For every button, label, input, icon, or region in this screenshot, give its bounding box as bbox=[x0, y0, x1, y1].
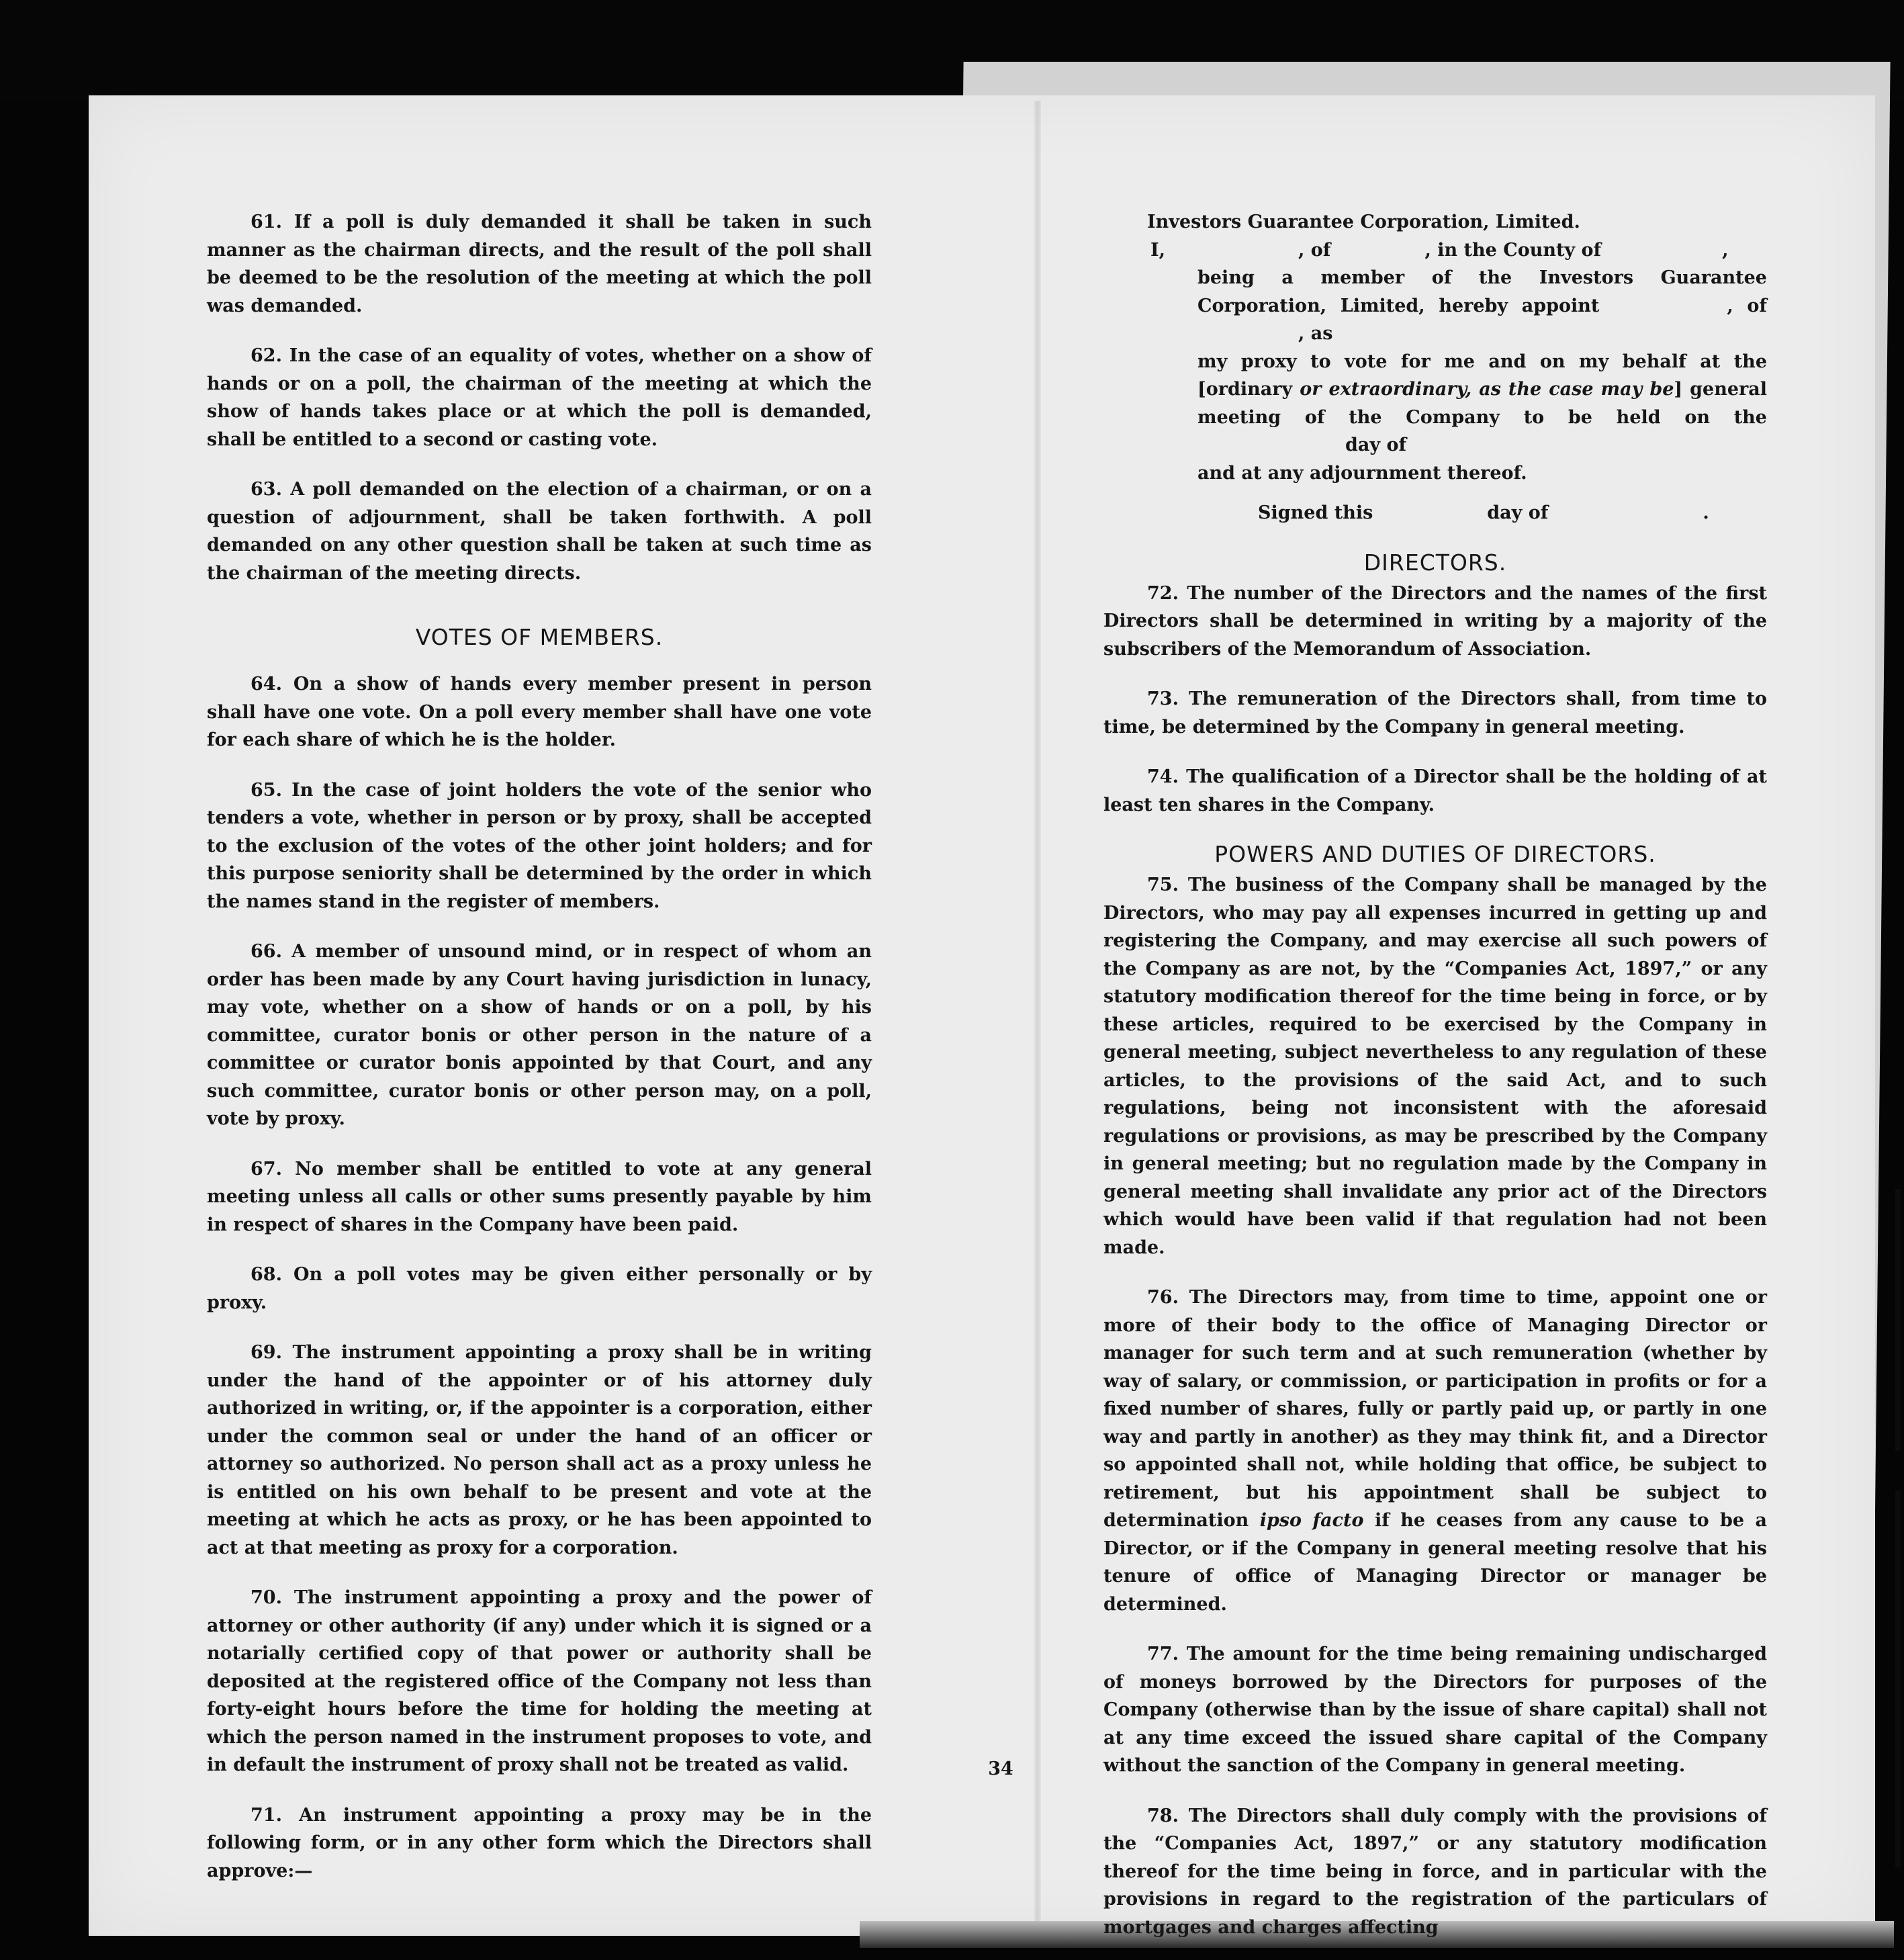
form-text: , in the County of bbox=[1424, 239, 1602, 261]
article-76-text: if he ceases from any cause to be a Director, or if the Company in general meeting resolve that his tenure of office of Managing Director or manager be determined. bbox=[1103, 1510, 1767, 1615]
proxy-form-title: Investors Guarantee Corporation, Limited. bbox=[1147, 212, 1580, 232]
book-gutter bbox=[1034, 101, 1041, 1928]
scan-edge-mark bbox=[1895, 1189, 1901, 1451]
article-66: 66. A member of unsound mind, or in respect of whom an order has been made by any Court having jurisdiction in lunacy, may vote, whether on a show of hands or on a poll, by his committee, curator bonis or other person in the nature of a committee or curator bonis appointed by that Court, and any such committee, curator bonis or other person may, on a poll, vote by proxy. bbox=[207, 941, 872, 1129]
proxy-form-line-1 bbox=[1197, 236, 1767, 265]
form-text-italic: as the case may be bbox=[1479, 379, 1674, 400]
article-64: 64. On a show of hands every member present in person shall have one vote. On a poll every member shall have one vote for each share of which he is the holder. bbox=[207, 674, 872, 750]
article-69: 69. The instrument appointing a proxy shall be in writing under the hand of the appointer or of his attorney duly authorized in writing, or, if the appointer is a corporation, either under the common seal or under the hand of an officer or attorney so authorized. No person shall act as a proxy unless he is entitled on his own behalf to be present and vote at the meeting at which he acts as proxy, or he has been appointed to act at that meeting as proxy for a corporation. bbox=[207, 1342, 872, 1558]
article-74: 74. The qualification of a Director shall be the holding of at least ten shares in the Company. bbox=[1103, 766, 1767, 815]
form-text: , as bbox=[1298, 323, 1333, 344]
proxy-form bbox=[1150, 236, 1767, 527]
form-text: ] general meeting of the Company to be held on the bbox=[1197, 379, 1768, 428]
proxy-form-line-3 bbox=[1197, 348, 1767, 459]
article-78: 78. The Directors shall duly comply with the provisions of the “Companies Act, 1897,” or any statutory modification thereof for the time being in force, and in particular with the provisions in regard to the registration of the particulars of mortgages and charges affecting bbox=[1103, 1805, 1767, 1938]
article-68: 68. On a poll votes may be given either personally or by proxy. bbox=[207, 1264, 872, 1313]
article-67: 67. No member shall be entitled to vote at any general meeting unless all calls or other sums presently payable by him in respect of shares in the Company have been paid. bbox=[207, 1158, 872, 1235]
article-61: 61. If a poll is duly demanded it shall be taken in such manner as the chairman directs, and the result of the poll shall be deemed to be the resolution of the meeting at which the poll was demanded. bbox=[207, 212, 872, 316]
article-75: 75. The business of the Company shall be managed by the Directors, who may pay all expenses incurred in getting up and registering the Company, and may exercise all such powers of the Company as are not, by the “Companies Act, 1897,” or any statutory modification thereof for the time being in force, or by these articles, required to be exercised by the Company in general meeting, subject nevertheless to any regulation of these articles, to the provisions of the said Act, and to such regulations, being not inconsistent with the aforesaid regulations or provisions, as may be prescribed by the Company in general meeting; but no regulation made by the Company in general meeting shall invalidate any prior act of the Directors which would have been valid if that regulation had not been made. bbox=[1103, 875, 1767, 1258]
form-text: day of bbox=[1345, 435, 1407, 455]
scan-edge-mark bbox=[1895, 1491, 1901, 1867]
proxy-form-line-2 bbox=[1197, 264, 1767, 348]
form-text: , bbox=[1722, 239, 1729, 261]
proxy-form-signed bbox=[1258, 499, 1767, 527]
section-heading-directors: DIRECTORS. bbox=[1363, 549, 1507, 576]
form-text: , of bbox=[1727, 295, 1767, 316]
article-76-text: 76. The Directors may, from time to time, appoint one or more of their body to the office of Managing Director or manager for such term and at such remuneration (whether by way of salary, or commission, or participation in profits or for a fixed number of shares, fully or partly paid up, or partly in one way and partly in another) as they may think fit, and a Director so appointed shall not, while holding that office, be subject to retirement, but his appointment shall be subject to determination bbox=[1103, 1287, 1767, 1531]
article-76-italic: ipso facto bbox=[1259, 1510, 1364, 1531]
proxy-form-i: I, bbox=[1150, 239, 1166, 261]
section-heading-powers-and-duties: POWERS AND DUTIES OF DIRECTORS. bbox=[1214, 841, 1656, 867]
article-73: 73. The remuneration of the Directors shall, from time to time, be determined by the Company in general meeting. bbox=[1103, 688, 1767, 738]
left-column bbox=[207, 208, 872, 1885]
article-65: 65. In the case of joint holders the vote of the senior who tenders a vote, whether in person or by proxy, shall be accepted to the exclusion of the votes of the other joint holders; and for this purpose seniority shall be determined by the order in which the names stand in the register of members. bbox=[207, 779, 872, 912]
article-62: 62. In the case of an equality of votes, whether on a show of hands or on a poll, the chairman of the meeting at which the show of hands takes place or at which the poll is demanded, shall be entitled to a second or casting vote. bbox=[207, 345, 872, 450]
article-77: 77. The amount for the time being remaining undischarged of moneys borrowed by the Directors for purposes of the Company (otherwise than by the issue of share capital) shall not at any time exceed the issued share capital of the Company without the sanction of the Company in general meeting. bbox=[1103, 1644, 1767, 1776]
article-72: 72. The number of the Directors and the names of the first Directors shall be determined in writing by a majority of the subscribers of the Memorandum of Association. bbox=[1103, 582, 1767, 660]
form-text: day of bbox=[1487, 502, 1549, 523]
right-column bbox=[1103, 208, 1767, 1941]
article-70: 70. The instrument appointing a proxy and the power of attorney or other authority (if any) under which it is signed or a notarially certified copy of that power or authority shall be deposited at the registered office of the Company not less than forty-eight hours before the time for holding the meeting at which the person named in the instrument proposes to vote, and in default the instrument of proxy shall not be treated as valid. bbox=[207, 1587, 872, 1775]
proxy-form-line-5: and at any adjournment thereof. bbox=[1197, 462, 1527, 484]
form-text: . bbox=[1703, 502, 1709, 523]
form-text: Signed this bbox=[1258, 502, 1373, 523]
form-text: being a member of the Investors Guarantee Corporation, Limited, hereby appoint bbox=[1197, 267, 1767, 316]
article-76 bbox=[1103, 1284, 1767, 1618]
article-71: 71. An instrument appointing a proxy may be in the following form, or in any other form which the Directors shall approve:— bbox=[207, 1804, 872, 1881]
form-text: or extraordinary, bbox=[1300, 379, 1472, 400]
form-text: my proxy to vote for me and on my behalf at the [ordinary bbox=[1197, 351, 1767, 400]
section-heading-votes-of-members: VOTES OF MEMBERS. bbox=[415, 624, 664, 650]
form-text: , of bbox=[1298, 239, 1331, 261]
article-63: 63. A poll demanded on the election of a chairman, or on a question of adjournment, shall be taken forthwith. A poll demanded on any other question shall be taken at such time as the chairman of the meeting directs. bbox=[207, 479, 872, 584]
page-number: 34 bbox=[988, 1758, 1013, 1779]
